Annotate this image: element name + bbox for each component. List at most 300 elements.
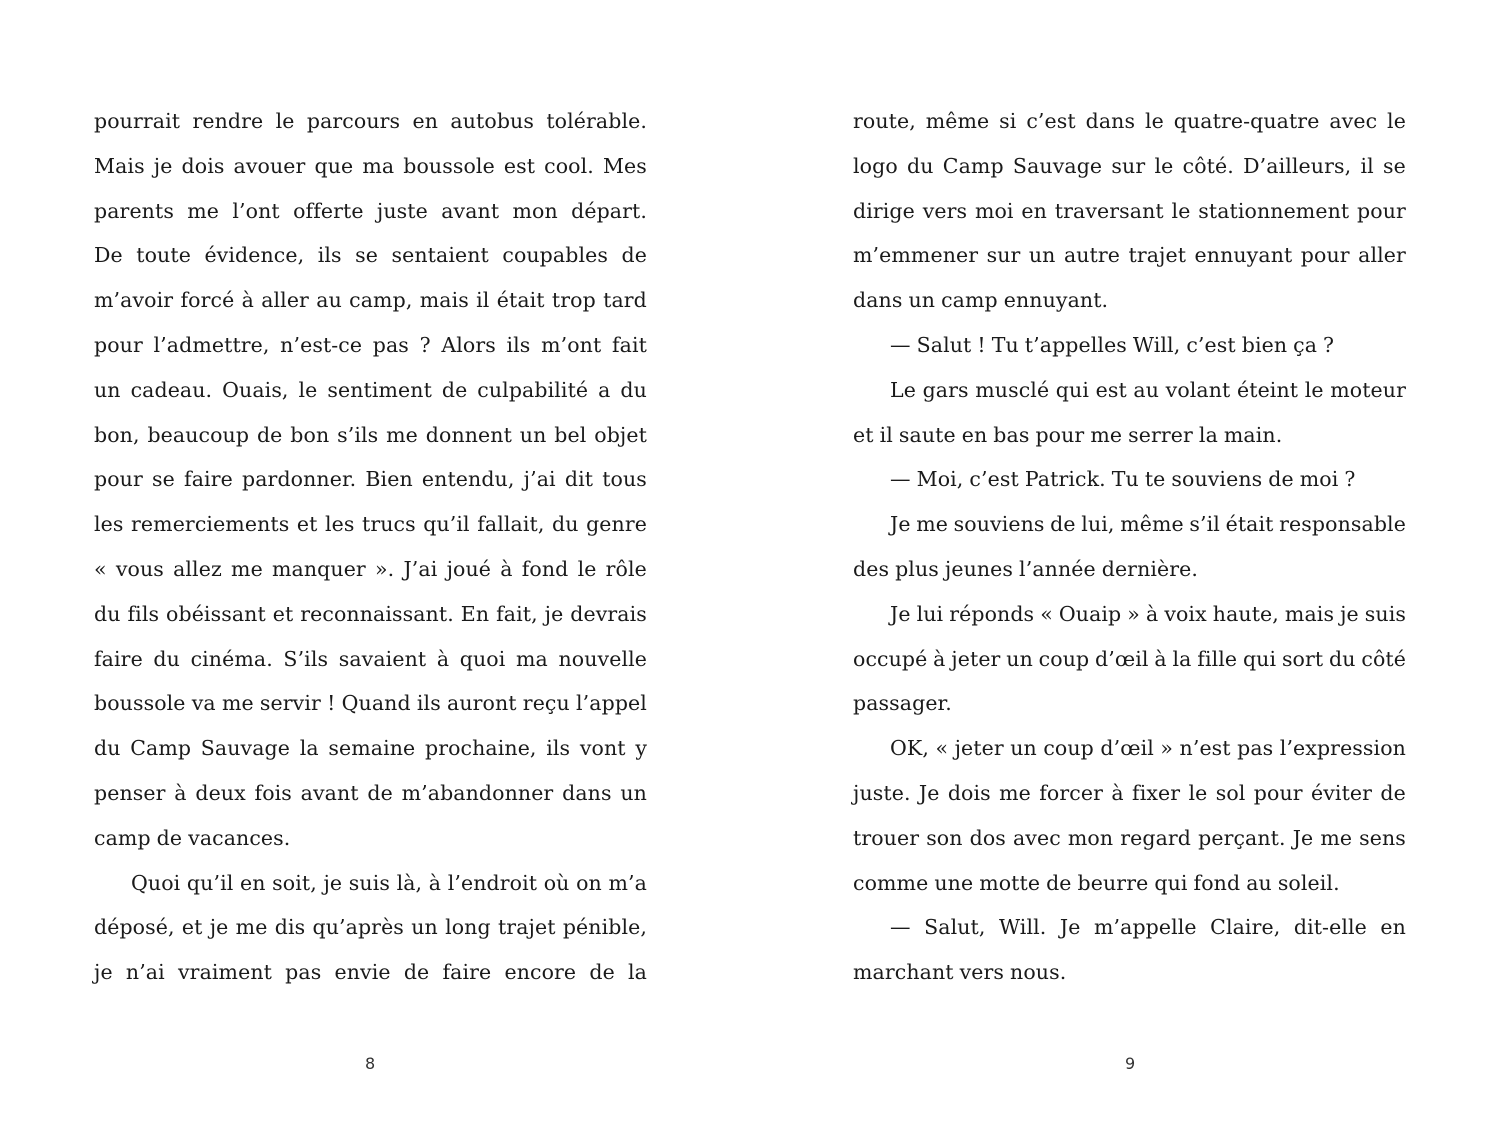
word: jeter (951, 646, 1001, 671)
word: c’est (1186, 332, 1236, 357)
word: va (191, 691, 216, 716)
word: l’admettre, (153, 332, 270, 357)
word: volant (1165, 377, 1231, 402)
text-line (94, 413, 647, 458)
word: au (1246, 870, 1272, 895)
text-line (94, 189, 647, 234)
word: déposé, (94, 915, 175, 940)
word: du (620, 377, 647, 402)
word: souviens (953, 512, 1045, 537)
word: un (620, 780, 647, 805)
word: genre (586, 512, 647, 537)
word: fixer (1132, 780, 1181, 805)
word: Je (890, 601, 911, 626)
word: des (853, 556, 890, 581)
word: qui (1242, 646, 1277, 671)
text-line (94, 144, 647, 189)
word: départ. (571, 198, 647, 223)
word: offerte (293, 198, 364, 223)
word: Will. (999, 915, 1047, 940)
word: pourrait (94, 109, 181, 133)
word: du (94, 736, 121, 761)
word: « (1040, 601, 1053, 626)
word: bas (993, 422, 1030, 447)
word: la (1172, 646, 1192, 671)
word: du (94, 601, 121, 626)
text-line (94, 323, 647, 368)
word: du (552, 512, 579, 537)
word: en (412, 109, 439, 133)
word: j’ai (523, 467, 556, 492)
word: occupé (853, 646, 928, 671)
text-line (853, 547, 1406, 592)
word: soit, (272, 870, 317, 895)
word: mais (1284, 601, 1335, 626)
word: jeter (954, 736, 1004, 761)
word: soleil. (1277, 870, 1340, 895)
word: de (621, 243, 647, 268)
word: forcé (180, 288, 235, 313)
word: ennuyant. (1003, 288, 1109, 313)
word: de (367, 780, 393, 805)
word: S’ils (283, 646, 329, 671)
word: à (1145, 601, 1159, 626)
word: tolérable. (546, 109, 647, 133)
word: sort (1281, 646, 1324, 671)
right-page-text (853, 99, 1406, 995)
word: se (355, 243, 378, 268)
word: prochaine, (424, 736, 537, 761)
word: le (1144, 109, 1164, 133)
word: de (1050, 512, 1076, 537)
word: d’œil (1100, 736, 1154, 761)
word: c’est (969, 467, 1019, 492)
word: de (403, 960, 430, 985)
text-line (853, 278, 1406, 323)
word: éteint (1237, 377, 1299, 402)
text-line (94, 681, 647, 726)
word: sentaient (391, 243, 489, 268)
text-line (94, 950, 647, 995)
word: vont (579, 736, 626, 761)
word: il (1360, 153, 1374, 178)
word: dans (1085, 109, 1136, 133)
word: beaucoup (147, 422, 250, 447)
word: rôle (605, 556, 647, 581)
word: je (209, 915, 229, 940)
word: « (94, 556, 107, 581)
word: — (890, 332, 911, 357)
word: semaine (328, 736, 416, 761)
text-line (94, 99, 647, 144)
word: la (299, 736, 319, 761)
word: en (1380, 915, 1406, 940)
word: vous (115, 556, 164, 581)
text-line (94, 278, 647, 323)
word: son (926, 825, 963, 850)
word: m’appelle (1093, 915, 1197, 940)
word: Bien (365, 467, 413, 492)
word: autobus (450, 109, 534, 133)
word: plus (895, 556, 939, 581)
word: auront (447, 691, 517, 716)
word: vraiment (177, 960, 272, 985)
text-line (853, 592, 1406, 637)
word: en (240, 870, 266, 895)
word: au (1133, 377, 1160, 402)
word: où (543, 870, 570, 895)
word: cool. (544, 153, 594, 178)
word: se (1383, 153, 1406, 178)
word: un (411, 915, 438, 940)
word: bon, (94, 422, 140, 447)
word: voix (1164, 601, 1207, 626)
word: trouer (853, 825, 920, 850)
word: fille (1197, 646, 1238, 671)
word: m’a (608, 870, 647, 895)
word: Will, (1132, 332, 1181, 357)
word: toute (136, 243, 191, 268)
word: beurre (1077, 870, 1149, 895)
word: l’expression (1279, 736, 1406, 761)
word: reconnaissant. (300, 601, 454, 626)
word: le (275, 109, 295, 133)
word: boussole (403, 153, 495, 178)
word: m’avoir (94, 288, 174, 313)
word: reçu (522, 691, 570, 716)
word: ! (327, 691, 336, 716)
word: qui (1154, 870, 1188, 895)
word: à (1154, 646, 1167, 671)
word: perçant. (1198, 825, 1286, 850)
word: pour (1253, 780, 1303, 805)
word: marchant (853, 960, 954, 985)
word: vers (959, 960, 1005, 985)
word: le (1154, 153, 1174, 178)
word: tous (602, 467, 647, 492)
word: le (1387, 109, 1406, 133)
text-line (94, 233, 647, 278)
word: comme (853, 870, 929, 895)
word: rendre (192, 109, 264, 133)
word: OK, (890, 736, 929, 761)
word: ils (416, 691, 441, 716)
word: pas (285, 960, 322, 985)
word: me (999, 780, 1031, 805)
word: m’ont (541, 332, 602, 357)
word: du (907, 153, 934, 178)
right-page-number: 9 (1125, 1054, 1136, 1073)
word: je (1340, 601, 1359, 626)
word: coupables (502, 243, 608, 268)
word: main. (1223, 422, 1283, 447)
word: Moi, (916, 467, 964, 492)
word: n’est-ce (280, 332, 363, 357)
word: tard (603, 288, 647, 313)
word: Ouaip (1058, 601, 1122, 626)
word: trop (551, 288, 596, 313)
word: boussole (94, 691, 186, 716)
word: une (934, 870, 974, 895)
word: Camp (130, 736, 192, 761)
word: dos (969, 825, 1006, 850)
word: obéissant (166, 601, 266, 626)
word: Salut, (924, 915, 986, 940)
text-line (94, 502, 647, 547)
word: logo (853, 153, 898, 178)
word: s’ils (337, 422, 379, 447)
word: et (853, 422, 874, 447)
word: faire (184, 467, 233, 492)
word: long (445, 915, 491, 940)
word: avouer (233, 153, 306, 178)
word: même (1120, 512, 1184, 537)
word: qu’il (186, 870, 234, 895)
word: souviens (1171, 467, 1263, 492)
text-line (853, 861, 1406, 906)
word: m’abandonner (401, 780, 554, 805)
word: culpabilité (477, 377, 589, 402)
word: à (436, 646, 450, 671)
word: dans (562, 780, 612, 805)
word: Tu (1111, 467, 1139, 492)
text-line (94, 457, 647, 502)
word: Tu (991, 332, 1019, 357)
word: te (1144, 467, 1166, 492)
word: sur (1111, 153, 1146, 178)
word: me (1090, 422, 1123, 447)
word: parents (94, 198, 174, 223)
word: m’emmener (853, 243, 979, 268)
left-page-number: 8 (365, 1054, 376, 1073)
word: pardonner. (242, 467, 357, 492)
word: donnent (425, 422, 512, 447)
word: pour (94, 467, 143, 492)
text-line (853, 457, 1406, 502)
word: côté (1361, 646, 1406, 671)
word: parcours (306, 109, 401, 133)
word: joué (446, 556, 492, 581)
word: J’ai (403, 556, 438, 581)
word: à (500, 556, 513, 581)
word: coup (1043, 736, 1094, 761)
text-line (853, 771, 1406, 816)
word: qu’après (312, 915, 404, 940)
word: avec (1012, 825, 1061, 850)
word: envie (334, 960, 391, 985)
word: de (589, 960, 615, 985)
word: dans (853, 288, 903, 313)
word: un (1010, 736, 1037, 761)
word: était (496, 288, 545, 313)
word: Salut (916, 332, 972, 357)
word: me (386, 422, 418, 447)
word: y (635, 736, 647, 761)
word: Je (1059, 915, 1081, 940)
word: me (235, 915, 268, 940)
word: en (961, 422, 988, 447)
word: responsable (1279, 512, 1406, 537)
word: ma (516, 646, 548, 671)
word: ça (1293, 332, 1318, 357)
word: il (476, 288, 490, 313)
word: me (1320, 825, 1353, 850)
word: bel (554, 422, 587, 447)
text-line (853, 905, 1406, 950)
word: pour (1300, 243, 1350, 268)
word: lui, (1081, 512, 1115, 537)
word: « (935, 736, 949, 761)
word: sol (1215, 780, 1246, 805)
word: il (879, 422, 893, 447)
word: du (153, 646, 180, 671)
word: faire (94, 646, 143, 671)
text-line (853, 189, 1406, 234)
word: remerciements (131, 512, 290, 537)
word: de (1268, 467, 1294, 492)
word: n’est (1179, 736, 1231, 761)
word: mais (419, 288, 469, 313)
word: juste. (853, 780, 911, 805)
word: — (890, 915, 911, 940)
text-line (94, 771, 647, 816)
word: je (153, 153, 173, 178)
word: trucs (361, 512, 416, 537)
word: me (187, 198, 220, 223)
text-line (853, 323, 1406, 368)
word: quatre-quatre (1173, 109, 1320, 133)
word: saute (898, 422, 956, 447)
word: Je (918, 780, 940, 805)
word: est (1095, 377, 1127, 402)
word: nous. (1010, 960, 1067, 985)
word: fond (1193, 870, 1241, 895)
word: deux (195, 780, 246, 805)
word: ils (317, 243, 342, 268)
word: manquer (272, 556, 366, 581)
word: pour (1357, 198, 1406, 223)
word: le (1171, 198, 1191, 223)
word: à (933, 646, 946, 671)
word: pas (1237, 736, 1274, 761)
word: pour (94, 332, 143, 357)
text-line (94, 592, 647, 637)
word: même (925, 109, 990, 133)
word: côté. (1182, 153, 1234, 178)
word: me (916, 512, 948, 537)
word: était (1225, 512, 1274, 537)
word: dois (947, 780, 991, 805)
word: ? (419, 332, 431, 357)
word: motte (979, 870, 1041, 895)
word: juste (376, 198, 428, 223)
word: trajet (497, 915, 556, 940)
word: les (324, 512, 355, 537)
word: bien (1241, 332, 1288, 357)
word: de (441, 377, 468, 402)
word: ! (977, 332, 986, 357)
word: vers (922, 198, 968, 223)
word: Quand (341, 691, 411, 716)
word: fait (611, 332, 647, 357)
word: forcer (1039, 780, 1103, 805)
word: autre (1063, 243, 1121, 268)
word: au (316, 288, 342, 313)
word: Quoi (131, 870, 181, 895)
word: me (221, 691, 254, 716)
word: » (1160, 736, 1174, 761)
word: jeunes (944, 556, 1014, 581)
word: ? (1323, 332, 1335, 357)
word: évidence, (204, 243, 305, 268)
word: sens (1359, 825, 1406, 850)
word: à (174, 780, 187, 805)
word: et (272, 601, 294, 626)
word: et (296, 512, 318, 537)
word: fils (127, 601, 160, 626)
text-line (853, 502, 1406, 547)
word: traversant (1054, 198, 1164, 223)
word: Le (890, 377, 916, 402)
word: nouvelle (558, 646, 647, 671)
word: fond (521, 556, 569, 581)
word: en (1021, 198, 1047, 223)
word: camp, (349, 288, 413, 313)
word: faire (442, 960, 492, 985)
word: l’ont (232, 198, 280, 223)
word: dirige (853, 198, 915, 223)
word: En (460, 601, 490, 626)
word: me (231, 556, 263, 581)
word: Claire, (1210, 915, 1281, 940)
word: c’est (1026, 109, 1076, 133)
word: de (1380, 780, 1406, 805)
word: » (1127, 601, 1140, 626)
word: camp (94, 825, 151, 850)
word: ma (362, 153, 395, 178)
word: l’endroit (447, 870, 538, 895)
word: moi (974, 198, 1014, 223)
word: éviter (1311, 780, 1373, 805)
left-page-text (94, 99, 647, 995)
word: Camp (942, 153, 1004, 178)
word: de (1046, 870, 1072, 895)
word: se (152, 467, 175, 492)
word: un (519, 422, 547, 447)
word: de (256, 422, 283, 447)
word: vacances. (188, 825, 291, 850)
word: un (1028, 243, 1056, 268)
word: allez (173, 556, 222, 581)
word: avant (441, 198, 500, 223)
word: — (890, 467, 911, 492)
text-line (853, 233, 1406, 278)
word: fait, (496, 601, 538, 626)
word: dis (274, 915, 306, 940)
word: Alors (441, 332, 496, 357)
word: aller (1358, 243, 1406, 268)
word: est (503, 153, 536, 178)
word: Ouais, (222, 377, 289, 402)
word: le (298, 377, 318, 402)
word: à (1111, 780, 1124, 805)
word: servir (259, 691, 321, 716)
word: pour (1035, 422, 1085, 447)
word: passager. (853, 691, 952, 716)
word: l’appel (576, 691, 647, 716)
word: encore (504, 960, 577, 985)
word: cinéma. (190, 646, 273, 671)
